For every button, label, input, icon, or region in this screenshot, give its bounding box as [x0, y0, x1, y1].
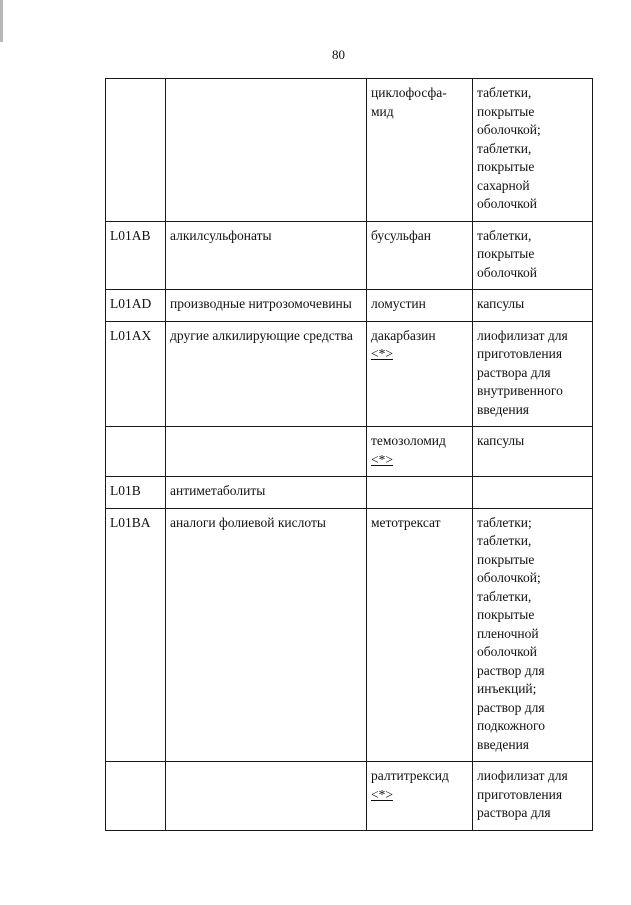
drug-name: бусульфан [371, 227, 431, 243]
dosage-form: капсулы [477, 433, 525, 448]
drug-name-cell [367, 508, 473, 762]
dosage-form: таблетки, покрытые оболочкой [477, 227, 537, 280]
dosage-form-cell [473, 321, 593, 427]
dosage-form-cell [473, 477, 593, 509]
scan-edge-mark [0, 0, 3, 42]
dosage-form: лиофилизат для приготовления раствора для внутривенного введения [477, 327, 568, 417]
drug-name: ломустин [371, 296, 426, 311]
dosage-form: лиофилизат для приготовления раствора для [477, 768, 568, 820]
pharmacological-group-cell [166, 427, 367, 477]
atc-code-cell: L01AD [106, 290, 166, 322]
drug-name-cell [367, 321, 473, 427]
dosage-form: таблетки, покрытые оболочкой; [477, 85, 541, 137]
table-row [106, 508, 593, 762]
atc-code-cell: L01BA [106, 508, 166, 762]
dosage-form: таблетки, покрытые пленочной оболочкой [477, 588, 539, 659]
drug-name-cell [367, 477, 473, 509]
drug-table [105, 78, 593, 831]
drug-name: темозоломид [371, 433, 446, 448]
table-row [106, 477, 593, 509]
drug-name-cell [367, 762, 473, 831]
pharmacological-group-cell: антиметаболиты [166, 477, 367, 509]
table-row [106, 321, 593, 427]
pharmacological-group-cell: другие алкилирующие средства [166, 321, 367, 427]
dosage-form: раствор для подкожного введения [477, 699, 545, 752]
atc-code-cell: L01AX [106, 321, 166, 427]
table-row [106, 221, 593, 290]
dosage-form-cell [473, 79, 593, 222]
dosage-form: раствор для инъекций; [477, 662, 545, 696]
pharmacological-group-cell [166, 79, 367, 222]
atc-code-cell [106, 762, 166, 831]
dosage-form-cell [473, 221, 593, 290]
drug-name-cell [367, 290, 473, 322]
drug-name-cell [367, 427, 473, 477]
drug-name: мид [371, 103, 394, 119]
atc-code-cell [106, 79, 166, 222]
dosage-form-cell [473, 427, 593, 477]
table-row [106, 290, 593, 322]
table-row [106, 427, 593, 477]
pharmacological-group-cell: производные нитрозомочевины [166, 290, 367, 322]
page-number: 80 [332, 47, 345, 62]
drug-name-cell [367, 221, 473, 290]
pharmacological-group-cell [166, 762, 367, 831]
atc-code-cell: L01AB [106, 221, 166, 290]
drug-name: ралтитрексид [371, 768, 449, 783]
pharmacological-group-cell: алкилсульфонаты [166, 221, 367, 290]
footnote-reference-link[interactable]: <*> [371, 346, 393, 361]
table-row [106, 762, 593, 831]
footnote-reference-link[interactable]: <*> [371, 786, 393, 802]
table-body [106, 79, 593, 831]
drug-name: дакарбазин [371, 327, 436, 343]
atc-code-cell [106, 427, 166, 477]
drug-name: метотрексат [371, 514, 441, 530]
drug-name: циклофосфа- [371, 85, 447, 100]
table-row [106, 79, 593, 222]
dosage-form-cell [473, 762, 593, 831]
dosage-form-cell [473, 508, 593, 762]
atc-code-cell: L01B [106, 477, 166, 509]
dosage-form-cell [473, 290, 593, 322]
dosage-form: таблетки, покрытые оболочкой; [477, 533, 541, 585]
pharmacological-group-cell: аналоги фолиевой кислоты [166, 508, 367, 762]
dosage-form: таблетки; [477, 514, 532, 530]
dosage-form: таблетки, покрытые сахарной оболочкой [477, 140, 537, 211]
footnote-reference-link[interactable]: <*> [371, 451, 393, 467]
drug-name-cell [367, 79, 473, 222]
dosage-form: капсулы [477, 296, 525, 311]
